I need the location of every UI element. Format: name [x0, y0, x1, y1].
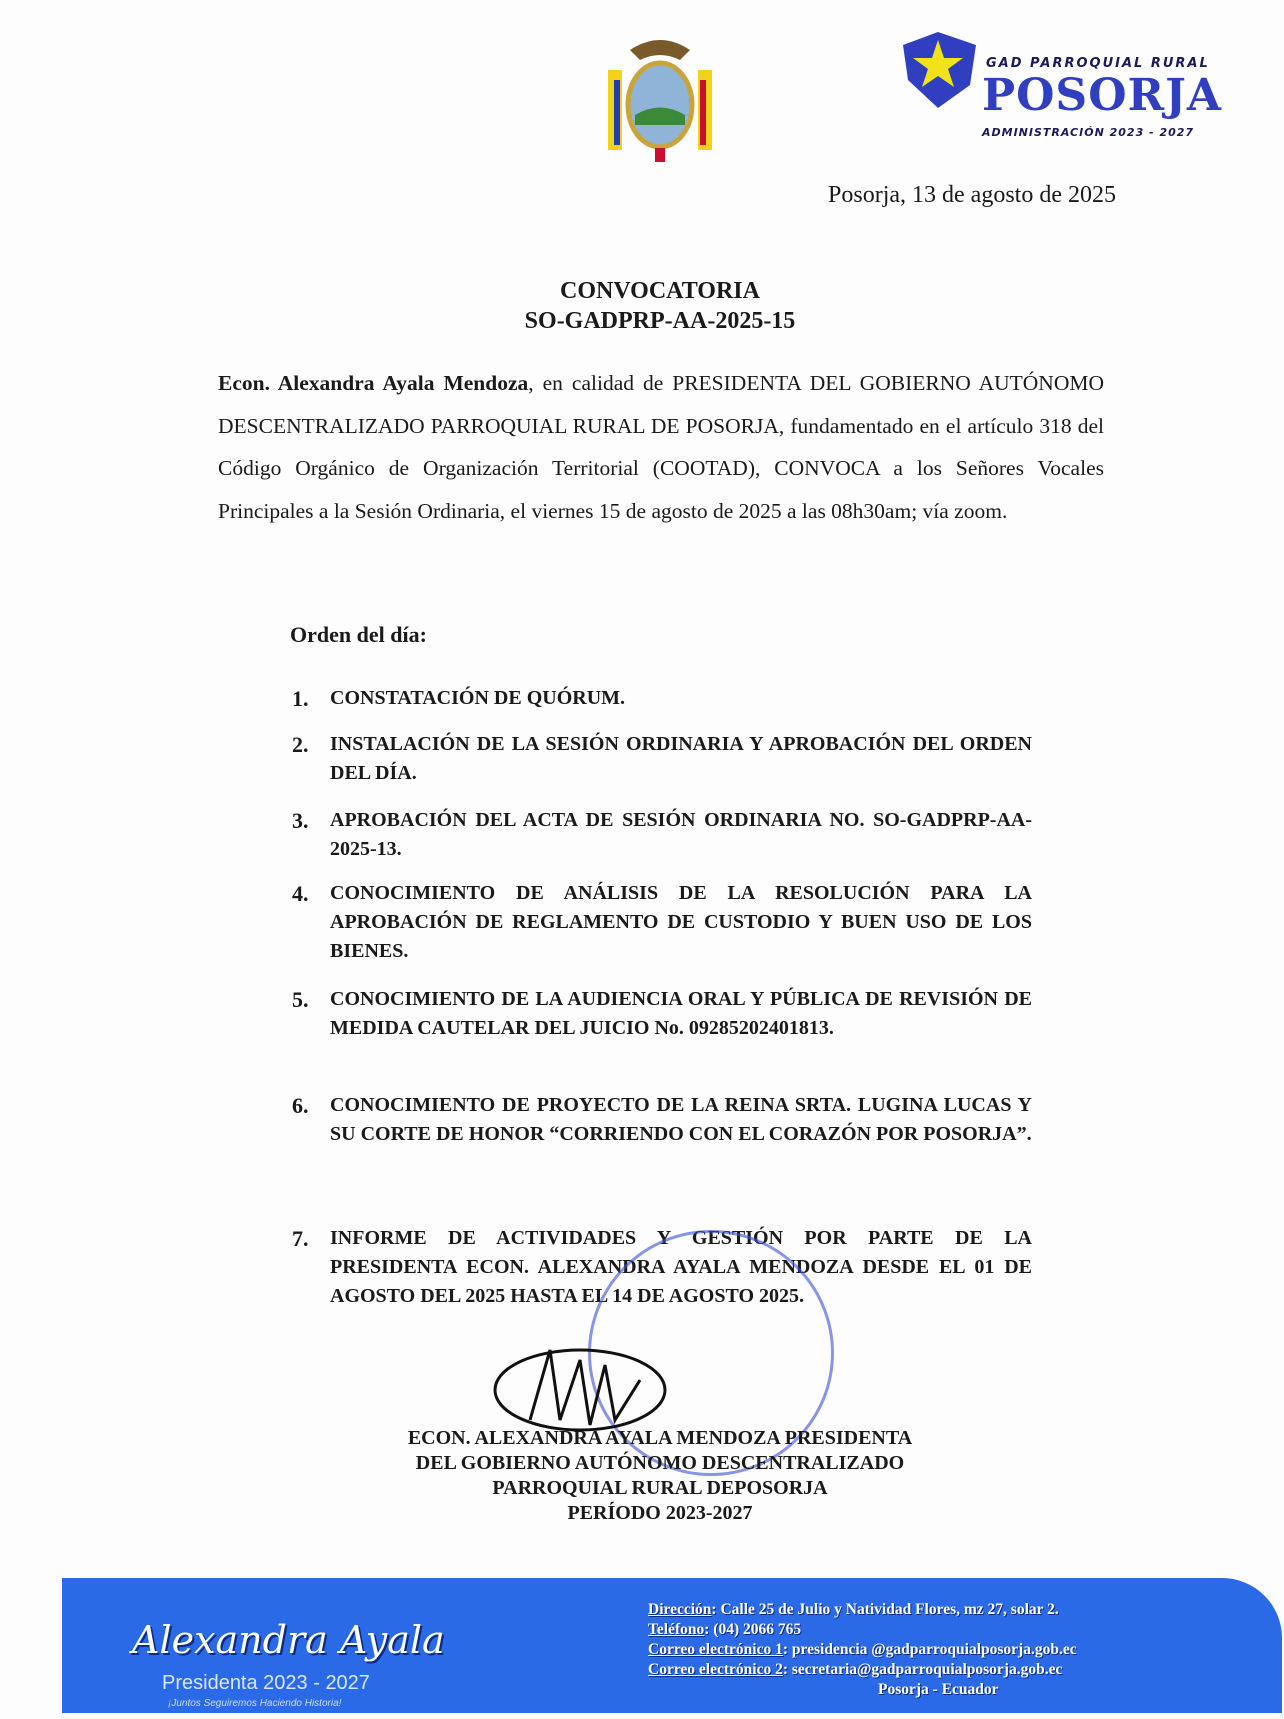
- signer-period: PERÍODO 2023-2027: [567, 1502, 753, 1524]
- location: Posorja - Ecuador: [878, 1681, 999, 1698]
- agenda-item: [292, 730, 1032, 788]
- email2-label: Correo electrónico 2: [648, 1661, 783, 1678]
- item-text: INSTALACIÓN DE LA SESIÓN ORDINARIA Y APROBACIÓN DEL ORDEN DEL DÍA.: [330, 733, 1032, 784]
- convocation-code: SO-GADPRP-AA-2025-15: [524, 308, 796, 334]
- item-number: 1.: [292, 686, 309, 711]
- item-text: CONOCIMIENTO DE LA AUDIENCIA ORAL Y PÚBLICA DE REVISIÓN DE MEDIDA CAUTELAR DEL JUICIO No. 09285202401813.: [330, 988, 1032, 1039]
- item-number: 2.: [292, 732, 309, 757]
- handwritten-signature: [490, 1340, 680, 1440]
- signer-name: ECON. ALEXANDRA AYALA MENDOZA PRESIDENTA: [407, 1427, 913, 1449]
- posorja-logo: GAD PARROQUIAL RURAL POSORJA ADMINISTRACIÓN 2023 - 2027: [898, 30, 1218, 145]
- address: : Calle 25 de Julio y Natividad Flores, mz 27, solar 2.: [711, 1601, 1059, 1618]
- item-number: 6.: [292, 1093, 309, 1118]
- document-title: [0, 276, 1284, 336]
- intro-text: , en calidad de PRESIDENTA DEL GOBIERNO AUTÓNOMO DESCENTRALIZADO PARROQUIAL RURAL DE POSORJA, fundamentado en el artículo 318 del Código Orgánico de Organización Territorial (COOTAD), CONVOCA a los Señores Vocales Principales a la Sesión Ordinaria, el viernes 15 de agosto de 2025 a las 08h30am; vía zoom.: [218, 371, 1104, 523]
- agenda-heading: Orden del día:: [290, 622, 427, 647]
- title-line: CONVOCATORIA: [560, 278, 760, 304]
- signature-block: [330, 1426, 990, 1526]
- agenda-item: [292, 684, 1032, 713]
- address-label: Dirección: [648, 1601, 712, 1618]
- star-shield-icon: [898, 30, 978, 110]
- item-text: CONOCIMIENTO DE ANÁLISIS DE LA RESOLUCIÓN PARA LA APROBACIÓN DE REGLAMENTO DE CUSTODIO Y BUEN USO DE LOS BIENES.: [330, 882, 1032, 962]
- agenda-item: [292, 1091, 1032, 1149]
- footer-motto: ¡Juntos Seguiremos Haciendo Historia!: [168, 1698, 342, 1709]
- footer-name: Alexandra Ayala: [132, 1618, 445, 1662]
- item-text: APROBACIÓN DEL ACTA DE SESIÓN ORDINARIA NO. SO-GADPRP-AA-2025-13.: [330, 809, 1032, 860]
- intro-paragraph: [218, 362, 1104, 532]
- item-text: CONOCIMIENTO DE PROYECTO DE LA REINA SRTA. LUGINA LUCAS Y SU CORTE DE HONOR “CORRIENDO CON EL CORAZÓN POR POSORJA”.: [330, 1094, 1032, 1145]
- footer-contact: [648, 1600, 1077, 1700]
- document-date: Posorja, 13 de agosto de 2025: [828, 182, 1116, 208]
- signer-institution: PARROQUIAL RURAL DEPOSORJA: [492, 1477, 828, 1499]
- coat-of-arms-icon: [600, 30, 720, 165]
- footer-banner: [62, 1578, 1282, 1713]
- item-number: 4.: [292, 881, 309, 906]
- email2: : secretaria@gadparroquialposorja.gob.ec: [782, 1661, 1063, 1678]
- agenda-item: [292, 985, 1032, 1043]
- convener-name: Econ. Alexandra Ayala Mendoza: [218, 371, 529, 395]
- item-text: INFORME DE ACTIVIDADES Y GESTIÓN POR PARTE DE LA PRESIDENTA ECON. ALEXANDRA AYALA MENDOZA DESDE EL 01 DE AGOSTO DEL 2025 HASTA EL 14 DE AGOSTO 2025.: [330, 1227, 1032, 1307]
- phone-label: Teléfono: [648, 1621, 705, 1638]
- email1: : presidencia @gadparroquialposorja.gob.ec: [782, 1641, 1077, 1658]
- item-number: 3.: [292, 808, 309, 833]
- email1-label: Correo electrónico 1: [648, 1641, 783, 1658]
- signer-title: DEL GOBIERNO AUTÓNOMO DESCENTRALIZADO: [415, 1452, 905, 1474]
- agenda-item: [292, 806, 1032, 864]
- phone: : (04) 2066 765: [704, 1621, 802, 1638]
- item-number: 5.: [292, 987, 309, 1012]
- footer-role: Presidenta 2023 - 2027: [162, 1672, 370, 1694]
- agenda-item: [292, 879, 1032, 966]
- item-text: CONSTATACIÓN DE QUÓRUM.: [330, 687, 626, 709]
- item-number: 7.: [292, 1226, 309, 1251]
